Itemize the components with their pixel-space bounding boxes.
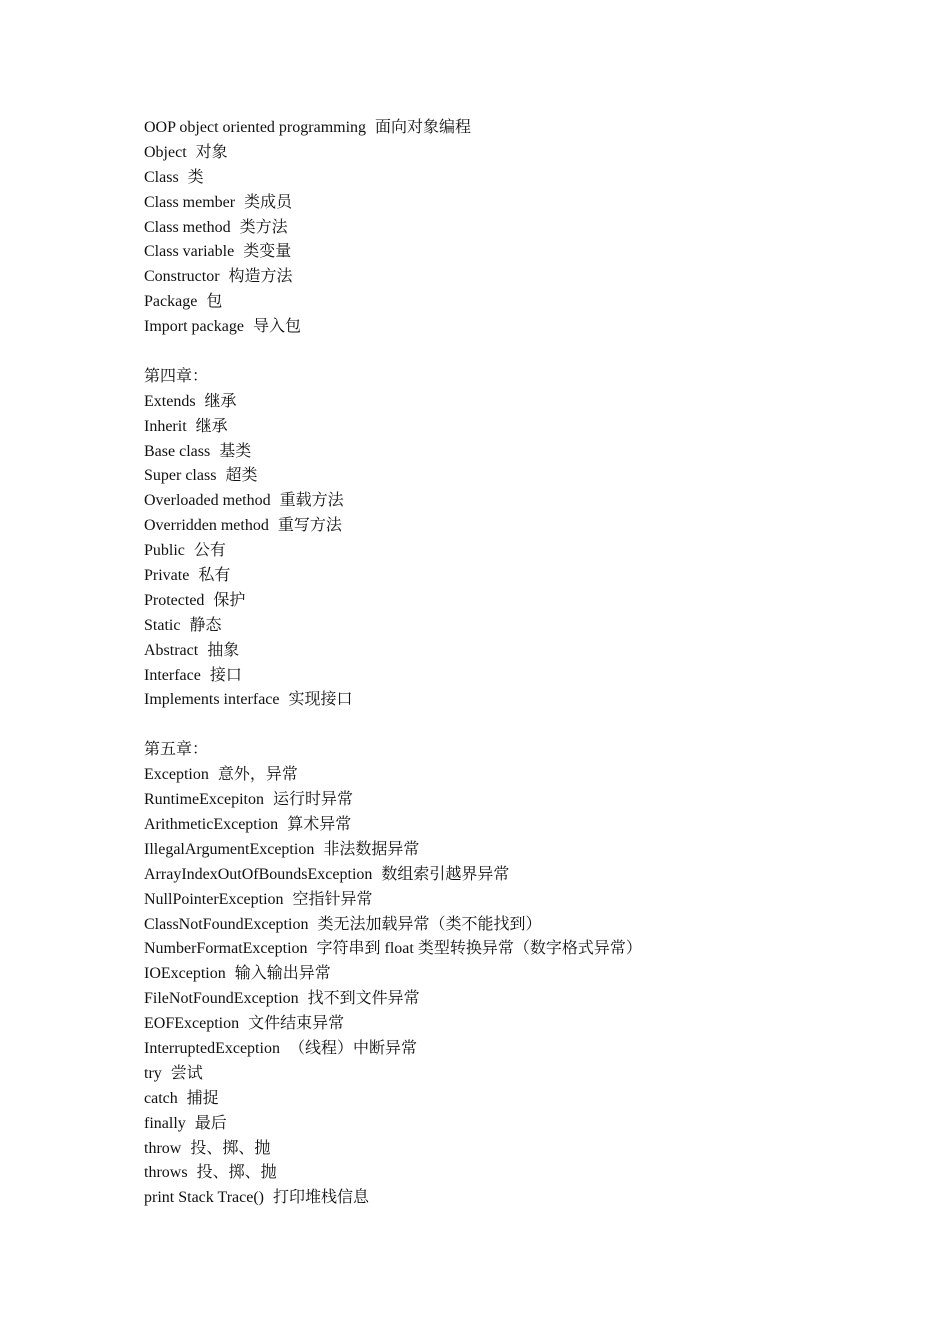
term-cn: 类 <box>187 168 204 186</box>
entry-class <box>144 166 642 191</box>
term-cn: 类无法加载异常（类不能找到） <box>317 915 542 933</box>
term-en: Abstract <box>144 641 199 659</box>
entry-class-not-found-exception <box>144 913 642 938</box>
term-en: Class <box>144 168 179 186</box>
term-cn: 输入输出异常 <box>234 965 331 983</box>
term-en: try <box>144 1064 162 1082</box>
term-cn: 导入包 <box>252 318 301 336</box>
term-cn: 静态 <box>189 616 222 634</box>
entry-private <box>144 564 642 589</box>
chapter-5-heading: 第五章： <box>144 741 209 759</box>
term-en: Interface <box>144 666 201 684</box>
entry-io-exception <box>144 962 642 987</box>
term-en: Inherit <box>144 417 187 435</box>
entry-constructor <box>144 265 642 290</box>
section-chapter-5 <box>144 738 642 1211</box>
term-cn: 数组索引越界异常 <box>381 865 510 883</box>
term-cn: 类方法 <box>239 218 288 236</box>
term-en: InterruptedException <box>144 1039 280 1057</box>
term-en: OOP object oriented programming <box>144 119 367 136</box>
entry-class-variable <box>144 240 642 265</box>
entry-class-member <box>144 191 642 216</box>
entry-base-class <box>144 440 642 465</box>
entry-extends <box>144 390 642 415</box>
term-en: Package <box>144 293 198 311</box>
term-en: Extends <box>144 392 196 410</box>
entry-finally <box>144 1112 642 1137</box>
term-en: Constructor <box>144 268 220 286</box>
entry-illegal-argument-exception <box>144 838 642 863</box>
term-cn: 私有 <box>198 567 231 585</box>
term-cn: 类变量 <box>243 243 292 261</box>
entry-class-method <box>144 216 642 241</box>
entry-oop <box>144 116 642 141</box>
entry-catch <box>144 1087 642 1112</box>
term-en: print Stack Trace() <box>144 1189 264 1207</box>
term-en: EOFException <box>144 1015 240 1033</box>
term-cn: 抽象 <box>207 641 240 659</box>
term-en: Import package <box>144 318 244 336</box>
entry-eof-exception <box>144 1012 642 1037</box>
term-en: RuntimeExcepiton <box>144 791 264 809</box>
term-en: Protected <box>144 591 205 609</box>
term-cn: 捕捉 <box>186 1089 219 1107</box>
term-en: Exception <box>144 766 209 784</box>
entry-try <box>144 1062 642 1087</box>
term-cn: 最后 <box>194 1114 227 1132</box>
glossary <box>144 116 642 1211</box>
entry-overridden-method <box>144 514 642 539</box>
term-cn: 投、掷、抛 <box>190 1139 271 1157</box>
term-cn: 尝试 <box>170 1064 203 1082</box>
term-en: Overridden method <box>144 517 269 535</box>
term-cn: 超类 <box>225 467 258 485</box>
term-en: ClassNotFoundException <box>144 915 309 933</box>
term-en: finally <box>144 1114 186 1132</box>
term-en: Static <box>144 616 181 634</box>
entry-number-format-exception <box>144 937 642 962</box>
term-cn: 投、掷、抛 <box>196 1164 277 1182</box>
term-cn: 打印堆栈信息 <box>272 1189 369 1207</box>
term-en: Class variable <box>144 243 235 261</box>
entry-protected <box>144 589 642 614</box>
entry-super-class <box>144 464 642 489</box>
term-en: IOException <box>144 965 226 983</box>
term-en: Implements interface <box>144 691 280 709</box>
entry-array-index-exception <box>144 863 642 888</box>
term-en: Object <box>144 143 187 161</box>
section-1 <box>144 116 642 340</box>
term-cn: 面向对象编程 <box>375 119 472 136</box>
term-cn: 重写方法 <box>277 517 342 535</box>
term-cn: 非法数据异常 <box>323 840 420 858</box>
entry-print-stack-trace <box>144 1186 642 1211</box>
term-cn: 继承 <box>204 392 237 410</box>
term-cn: 空指针异常 <box>292 890 373 908</box>
term-en: throw <box>144 1139 182 1157</box>
entry-exception <box>144 763 642 788</box>
entry-interface <box>144 664 642 689</box>
section-spacer <box>144 340 642 365</box>
term-en: IllegalArgumentException <box>144 840 315 858</box>
term-cn: 意外，异常 <box>217 766 298 784</box>
term-cn: 接口 <box>209 666 242 684</box>
entry-abstract <box>144 639 642 664</box>
term-cn: 字符串到 float 类型转换异常（数字格式异常） <box>316 940 642 958</box>
term-cn: 包 <box>206 293 223 311</box>
entry-static <box>144 614 642 639</box>
term-en: ArrayIndexOutOfBoundsException <box>144 865 373 883</box>
entry-import-package <box>144 315 642 340</box>
term-cn: 保护 <box>213 591 246 609</box>
entry-object <box>144 141 642 166</box>
term-cn: 构造方法 <box>228 268 293 286</box>
entry-throws <box>144 1161 642 1186</box>
entry-runtime-exception <box>144 788 642 813</box>
entry-throw <box>144 1137 642 1162</box>
term-en: Overloaded method <box>144 492 271 510</box>
term-en: Super class <box>144 467 217 485</box>
term-en: NumberFormatException <box>144 940 308 958</box>
entry-interrupted-exception <box>144 1037 642 1062</box>
term-en: catch <box>144 1089 178 1107</box>
term-en: throws <box>144 1164 188 1182</box>
term-cn: 找不到文件异常 <box>307 990 420 1008</box>
entry-file-not-found-exception <box>144 987 642 1012</box>
entry-package <box>144 290 642 315</box>
term-cn: 继承 <box>195 417 228 435</box>
term-cn: 算术异常 <box>287 815 352 833</box>
term-en: Private <box>144 567 190 585</box>
term-cn: 重载方法 <box>279 492 344 510</box>
term-en: Public <box>144 542 185 560</box>
term-en: Class member <box>144 193 236 211</box>
entry-inherit <box>144 415 642 440</box>
term-en: NullPointerException <box>144 890 284 908</box>
term-cn: 公有 <box>193 542 226 560</box>
entry-implements-interface <box>144 688 642 713</box>
entry-arithmetic-exception <box>144 813 642 838</box>
entry-public <box>144 539 642 564</box>
term-cn: （线程）中断异常 <box>288 1039 417 1057</box>
term-en: FileNotFoundException <box>144 990 299 1008</box>
term-cn: 基类 <box>219 442 252 460</box>
term-cn: 实现接口 <box>288 691 353 709</box>
chapter-4-heading: 第四章： <box>144 367 209 385</box>
term-cn: 文件结束异常 <box>248 1015 345 1033</box>
term-cn: 运行时异常 <box>272 791 353 809</box>
entry-null-pointer-exception <box>144 888 642 913</box>
section-spacer <box>144 713 642 738</box>
term-en: Class method <box>144 218 231 236</box>
term-en: Base class <box>144 442 211 460</box>
entry-overloaded-method <box>144 489 642 514</box>
term-cn: 类成员 <box>244 193 293 211</box>
term-cn: 对象 <box>195 143 228 161</box>
section-chapter-4 <box>144 365 642 713</box>
term-en: ArithmeticException <box>144 815 279 833</box>
